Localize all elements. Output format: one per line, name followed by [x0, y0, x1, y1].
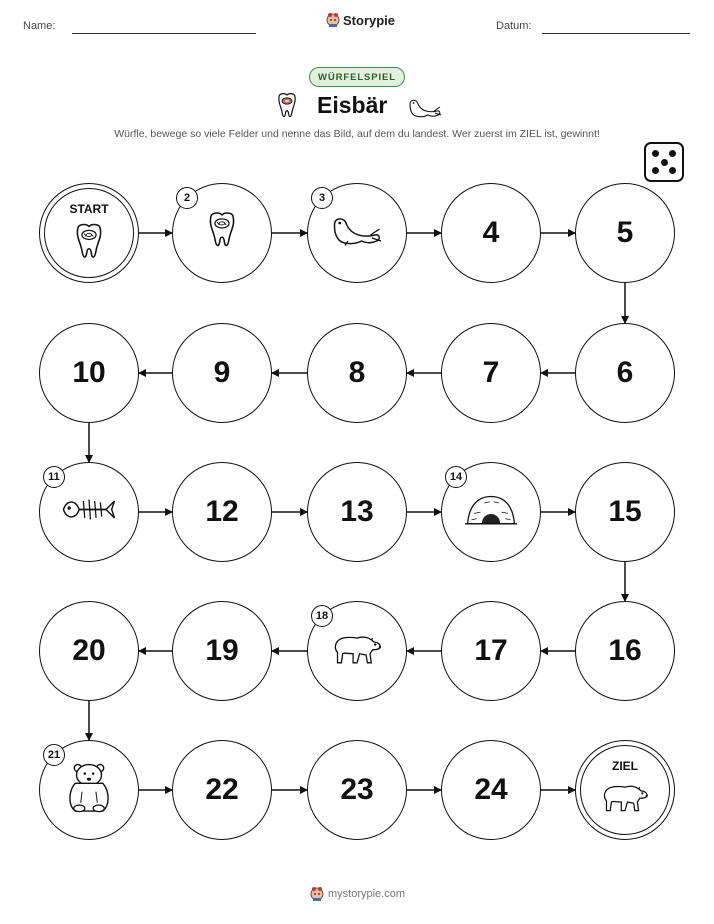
board-field-15 [575, 462, 675, 562]
field-number: 16 [608, 634, 642, 667]
field-number: 13 [340, 495, 374, 528]
field-number: 7 [482, 356, 500, 389]
field-number: 22 [205, 773, 239, 806]
board-field-9 [172, 323, 272, 423]
board-field-25 [575, 740, 675, 840]
field-number: 20 [72, 634, 106, 667]
seal-icon [329, 213, 385, 249]
board-field-16 [575, 601, 675, 701]
field-number: 15 [608, 495, 642, 528]
board-field-5 [575, 183, 675, 283]
board-field-17 [441, 601, 541, 701]
field-number-badge: 21 [43, 744, 65, 766]
brand-name: Storypie [343, 12, 396, 28]
board-field-22 [172, 740, 272, 840]
footer [310, 886, 405, 902]
start-label: START [69, 202, 109, 216]
board-field-6 [575, 323, 675, 423]
board-field-7 [441, 323, 541, 423]
field-number-badge: 2 [176, 187, 198, 209]
board-field-12 [172, 462, 272, 562]
field-number: 23 [340, 773, 374, 806]
snow-den-icon [465, 493, 517, 527]
board-field-13 [307, 462, 407, 562]
field-number: 5 [616, 216, 634, 249]
field-number: 4 [482, 216, 500, 249]
field-number: 10 [72, 356, 106, 389]
board-field-8 [307, 323, 407, 423]
tooth-icon [72, 222, 106, 262]
polar-bear-sitting-icon [64, 761, 114, 815]
field-number: 9 [213, 356, 231, 389]
board-field-19 [172, 601, 272, 701]
storypie-mascot-icon [310, 886, 324, 902]
polar-bear-walking-icon [331, 630, 383, 668]
field-number-badge: 14 [445, 466, 467, 488]
field-number: 6 [616, 356, 634, 389]
field-number: 19 [205, 634, 239, 667]
field-number-badge: 11 [43, 466, 65, 488]
field-number-badge: 18 [311, 605, 333, 627]
tooth-icon [205, 211, 239, 251]
board-field-24 [441, 740, 541, 840]
board-field-1 [39, 183, 139, 283]
game-type-badge: WÜRFELSPIEL [309, 67, 405, 87]
instructions-text: Würfle, bewege so viele Felder und nenne das Bild, auf dem du landest. Wer zuerst im ZIEL ist, gewinnt! [114, 128, 600, 140]
date-label: Datum: [496, 20, 532, 32]
field-number-badge: 3 [311, 187, 333, 209]
footer-url[interactable]: mystorypie.com [328, 888, 406, 900]
polar-bear-walking-icon [600, 779, 649, 815]
field-number: 12 [205, 495, 239, 528]
fish-skeleton-icon [60, 493, 118, 527]
board-field-10 [39, 323, 139, 423]
field-number: 24 [474, 773, 508, 806]
goal-label: ZIEL [612, 759, 638, 773]
field-number: 17 [474, 634, 508, 667]
field-number: 8 [348, 356, 366, 389]
name-label: Name: [23, 20, 56, 32]
board-field-4 [441, 183, 541, 283]
board-field-23 [307, 740, 407, 840]
board-field-20 [39, 601, 139, 701]
page-title: Eisbär [317, 92, 388, 118]
